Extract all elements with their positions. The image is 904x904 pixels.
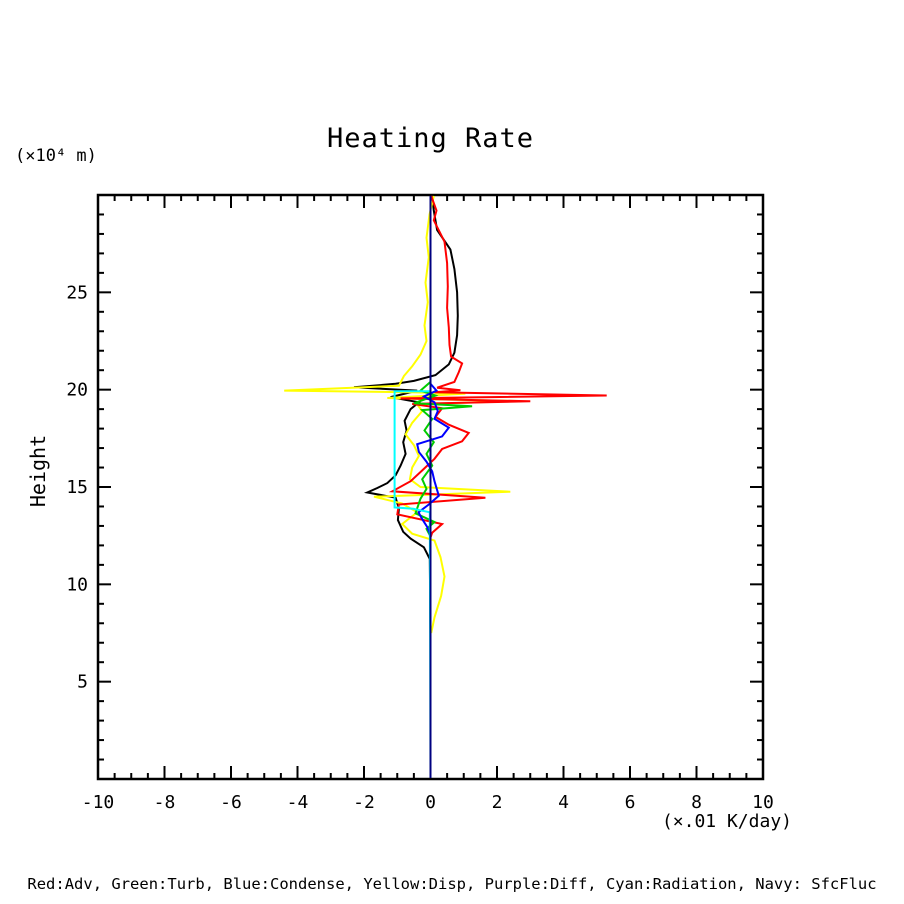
y-axis-label: Height [26,434,50,508]
x-tick-label: 2 [491,792,503,813]
chart-title: Heating Rate [326,123,535,154]
y-tick-label: 5 [77,671,88,693]
x-tick-label: -4 [286,792,309,813]
series-disp-yellow [284,196,517,633]
x-tick-label: 8 [691,792,702,813]
y-tick-label: 10 [66,574,88,596]
x-tick-label: -10 [81,792,115,813]
x-tick-label: 10 [752,792,774,813]
x-axis-unit-label: (×.01 K/day) [661,811,792,832]
y-tick-label: 25 [66,282,88,304]
y-axis-unit-label: (×10⁴ m) [15,146,97,166]
x-tick-label: -8 [153,792,176,813]
x-tick-label: 6 [624,792,636,813]
x-tick-label: 4 [558,792,569,813]
x-tick-label: -2 [353,792,375,813]
y-tick-label: 20 [66,379,88,401]
y-tick-label: 15 [66,477,88,498]
x-tick-label: -6 [220,792,242,813]
x-tick-label: 0 [425,792,436,813]
legend-note: Red:Adv, Green:Turb, Blue:Condense, Yellow:Disp, Purple:Diff, Cyan:Radiation, Navy: SfcFluc [27,875,877,893]
